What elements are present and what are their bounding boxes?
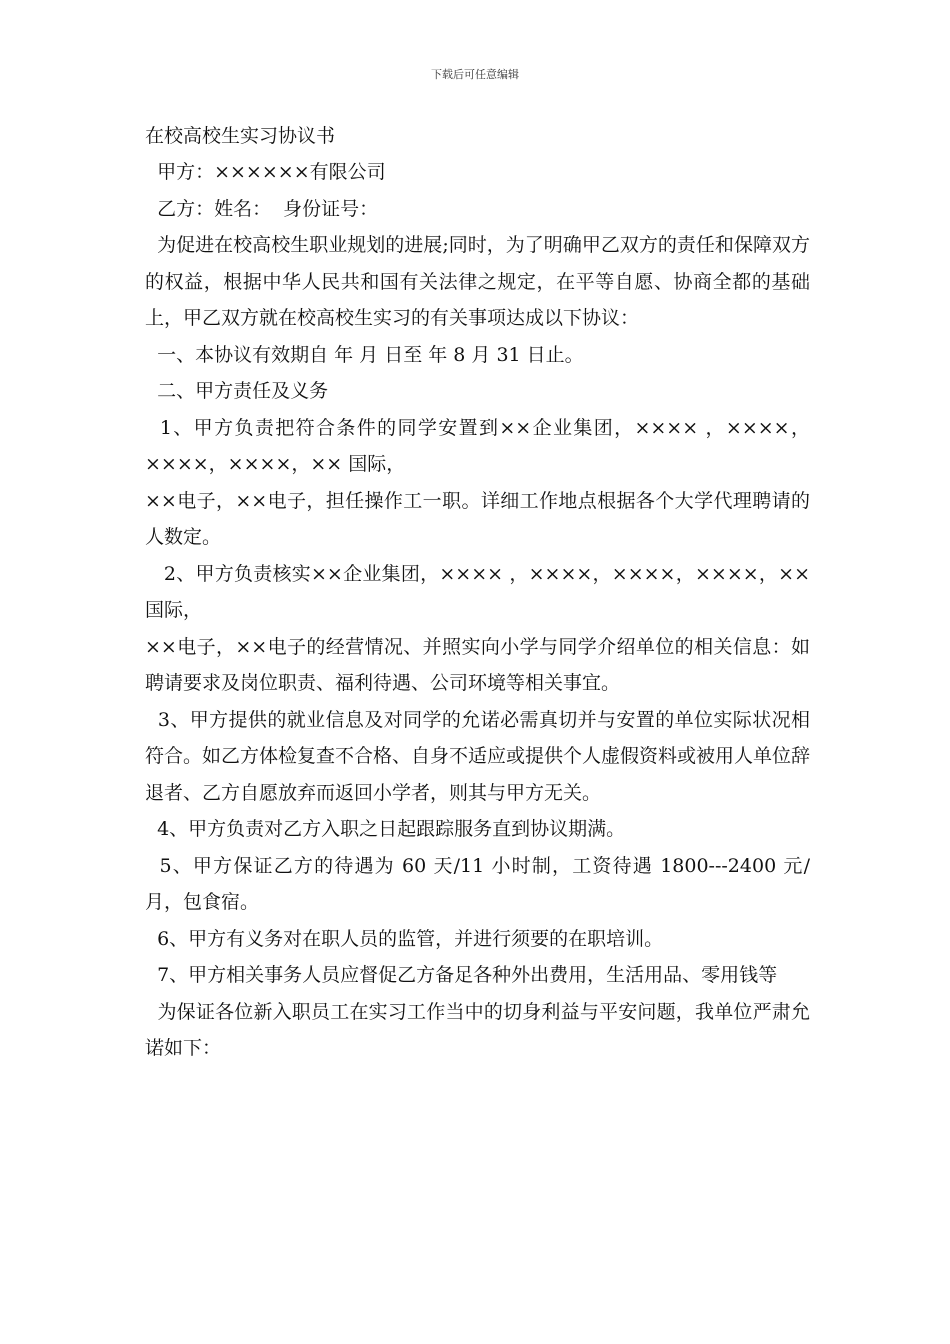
paragraph-section-2-heading: 二、甲方责任及义务 <box>145 380 329 402</box>
paragraph-item-6: 6、甲方有义务对在职人员的监管，并进行须要的在职培训。 <box>145 927 664 950</box>
paragraph-item-1: 1、甲方负责把符合条件的同学安置到××企业集团，×××× ，××××，××××，××××，×× 国际， <box>145 416 810 475</box>
document-body <box>145 118 817 1067</box>
paragraph-commitment-intro: 为保证各位新入职员工在实习工作当中的切身利益与平安问题，我单位严肃允诺如下： <box>145 1000 810 1059</box>
paragraph-item-2: 2、甲方负责核实××企业集团，×××× ，××××，××××，××××，×× 国际， <box>145 562 817 621</box>
paragraph-item-1-cont: ××电子，××电子，担任操作工一职。详细工作地点根据各个大学代理聘请的人数定。 <box>145 489 810 548</box>
document-title: 在校高校生实习协议书 <box>145 125 336 147</box>
page-header-note: 下载后可任意编辑 <box>431 68 519 81</box>
paragraph-item-4: 4、甲方负责对乙方入职之日起跟踪服务直到协议期满。 <box>145 818 626 840</box>
paragraph-item-2-cont: ××电子，××电子的经营情况、并照实向小学与同学介绍单位的相关信息：如聘请要求及岗位职责、福利待遇、公司环境等相关事宜。 <box>145 635 810 694</box>
paragraph-party-a: 甲方：××××××有限公司 <box>145 161 386 183</box>
paragraph-party-b: 乙方：姓名： 身份证号： <box>145 197 379 220</box>
paragraph-item-7: 7、甲方相关事务人员应督促乙方备足各种外出费用，生活用品、零用钱等 <box>145 964 778 986</box>
paragraph-item-3: 3、甲方提供的就业信息及对同学的允诺必需真切并与安置的单位实际状况相符合。如乙方体检复查不合格、自身不适应或提供个人虚假资料或被用人单位辞退者、乙方自愿放弃而返回小学者，则其与甲方无关。 <box>145 708 811 804</box>
paragraph-clause-1: 一、本协议有效期自 年 月 日至 年 8 月 31 日止。 <box>145 343 584 366</box>
paragraph-preamble: 为促进在校高校生职业规划的进展;同时，为了明确甲乙双方的责任和保障双方的权益，根据中华人民共和国有关法律之规定，在平等自愿、协商全都的基础上，甲乙双方就在校高校生实习的有关事项达成以下协议： <box>145 234 810 329</box>
paragraph-item-5: 5、甲方保证乙方的待遇为 60 天/11 小时制，工资待遇 1800---2400 元/月，包食宿。 <box>145 854 810 913</box>
